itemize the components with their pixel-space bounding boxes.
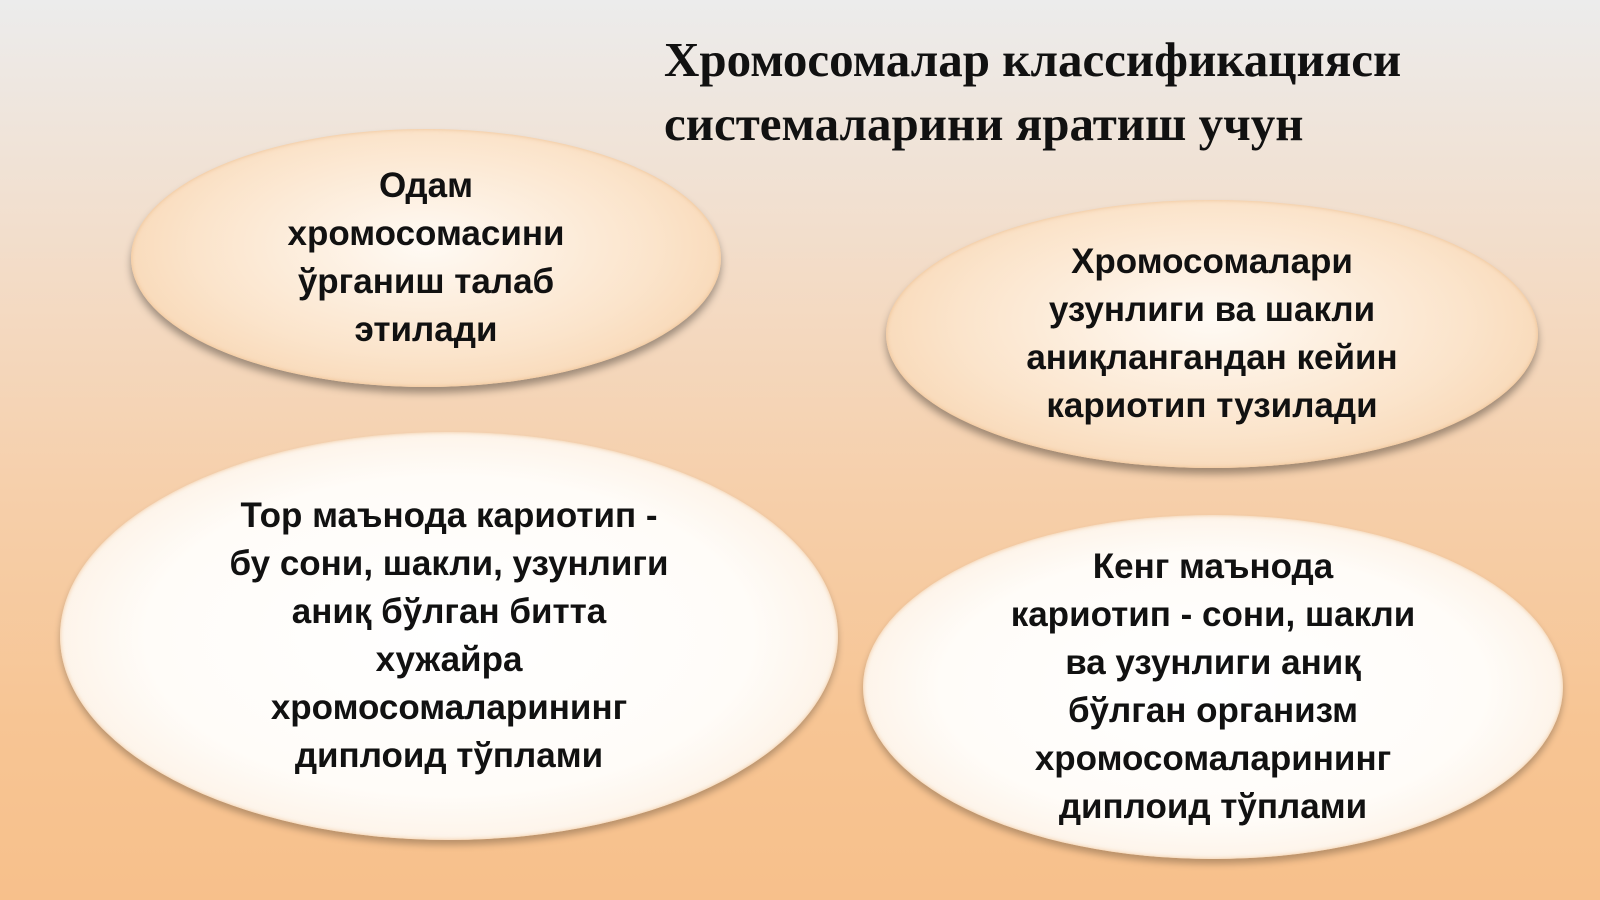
- ellipse-line: Хромосомалари: [1071, 242, 1353, 281]
- ellipse-line: бу сони, шакли, узунлиги: [229, 544, 669, 583]
- ellipse-line: диплоид тўплами: [1058, 787, 1368, 826]
- ellipse-line: ва узунлиги аниқ: [1065, 643, 1361, 682]
- ellipse-karyotype-composed: [886, 200, 1538, 468]
- slide-title: [664, 28, 1564, 156]
- ellipse-narrow-karyotype-definition: [60, 432, 838, 840]
- ellipse-line: ўрганиш талаб: [297, 262, 555, 301]
- ellipse-line: кариотип тузилади: [1046, 386, 1378, 425]
- ellipse-line: хромосомасини: [287, 214, 565, 253]
- ellipse-broad-karyotype-definition: [863, 515, 1563, 859]
- ellipse-line: хромосомаларининг: [270, 688, 628, 727]
- ellipse-line: аниқлангандан кейин: [1026, 338, 1398, 377]
- ellipse-text: [1026, 238, 1397, 430]
- slide-title-line-2: системаларини яратиш учун: [664, 96, 1304, 151]
- ellipse-text: [1011, 543, 1416, 831]
- ellipse-line: узунлиги ва шакли: [1048, 290, 1376, 329]
- ellipse-text: [229, 492, 668, 780]
- ellipse-text: [287, 162, 564, 354]
- ellipse-line: Кенг маънода: [1092, 547, 1334, 586]
- ellipse-line: кариотип - сони, шакли: [1010, 595, 1416, 634]
- ellipse-line: Одам: [379, 166, 473, 205]
- ellipse-line: Тор маънода кариотип -: [240, 496, 658, 535]
- ellipse-line: аниқ бўлган битта: [291, 592, 607, 631]
- slide-title-line-1: Хромосомалар классификацияси: [664, 32, 1402, 87]
- ellipse-line: хромосомаларининг: [1034, 739, 1392, 778]
- ellipse-study-human-chromosome: [131, 129, 721, 387]
- ellipse-line: хужайра: [375, 640, 523, 679]
- ellipse-line: диплоид тўплами: [294, 736, 604, 775]
- ellipse-line: этилади: [354, 310, 498, 349]
- ellipse-line: бўлган организм: [1067, 691, 1359, 730]
